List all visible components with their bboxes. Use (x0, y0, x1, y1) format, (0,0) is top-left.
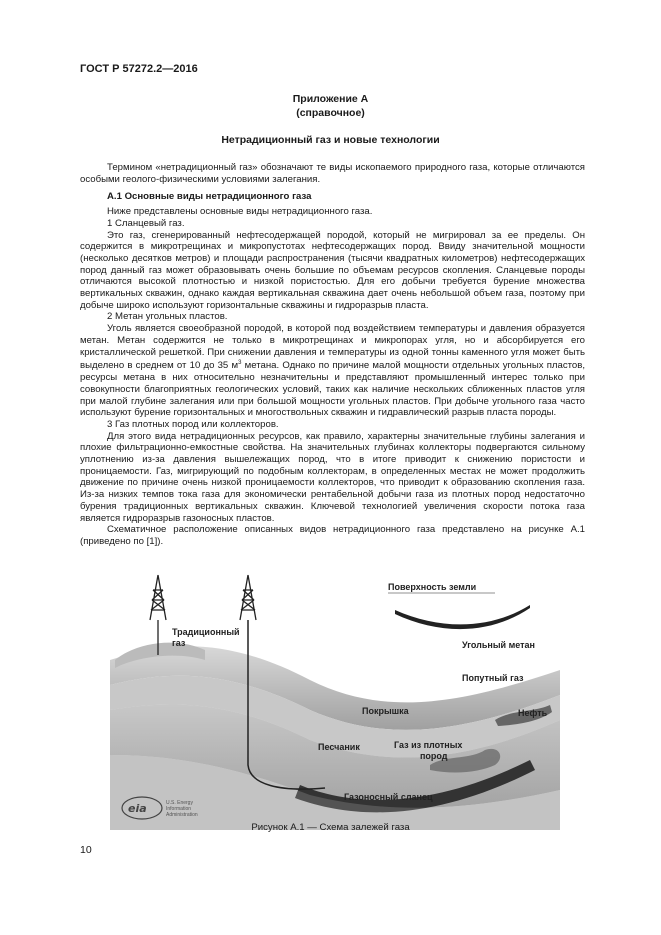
document-code: ГОСТ Р 57272.2—2016 (80, 63, 198, 75)
coal-seam (395, 605, 530, 629)
item2-superscript: 3 (238, 360, 242, 367)
label-cap: Покрышка (362, 706, 409, 716)
logo-line2: Information (166, 806, 192, 812)
heading-a1: А.1 Основные виды нетрадиционного газа (107, 191, 312, 203)
logo-line1: U.S. Energy (166, 800, 193, 806)
annex-subtitle: (справочное) (296, 107, 365, 119)
label-tight-gas-1: Газ из плотных (394, 740, 463, 750)
item2-text-a: Уголь является своеобразной породой, в которой под воздействием температуры и давления образуется метан. Метан содержится не только в микротрещинах и микропорах угля, но и абсорбируется его кристаллической решеткой. При снижении давления и температуры из одной тонны каменного угля может быть выделено в среднем от 10 до 35 м (80, 323, 585, 372)
section-title: Нетрадиционный газ и новые технологии (221, 134, 440, 146)
figure-caption: Рисунок А.1 — Схема залежей газа (251, 822, 410, 833)
label-surface: Поверхность земли (388, 582, 477, 592)
figure-reference: Схематичное расположение описанных видов нетрадиционного газа представлено на рисунке А.1 (приведено по [1]). (80, 524, 585, 547)
item3-text: Для этого вида нетрадиционных ресурсов, как правило, характерны значительные глубины залегания и плохие фильтрационно-емкостные свойства. На значительных глубинах коллекторы подвергаются сильному уплотнению из-за давления вышележащих пород, что в итоге приводит к снижению пористости и проницаемости. Газ, мигрирующий по подобным коллекторам, в определенных местах не может продолжить движение по причине очень низкой проницаемости коллекторов, что приводит к образованию скопления газа. Из-за низких темпов тока газа для экономически рентабельной добычи газа из плотных пород недостаточно бурения традиционных вертикальных скважин. Ключевой технологией увеличения скорости потока газа является гидроразрыв газоносных пластов. (80, 430, 585, 524)
label-traditional-2: газ (172, 638, 186, 648)
label-oil: Нефть (518, 708, 548, 718)
label-sandstone: Песчаник (318, 742, 360, 752)
annex-title: Приложение А (292, 93, 369, 105)
label-tight-gas-2: пород (420, 751, 448, 761)
logo-mark: eia (128, 802, 147, 815)
item1-text: Это газ, сгенерированный нефтесодержащей породой, который не мигрировал за ее пределы. Он содержится в микротрещинах и микропустотах нефтесодержащих пород. Ввиду значительной мощности (несколько десятков метров) и площади распространения (тысячи квадратных километров) нефтесодержащих пород данный газ может образовывать очень большие по объемам ресурсов скопления. Сланцевые породы отличаются высокой плотностью и низкой пористостью. Для его добычи требуется бурение множества вертикальных скважин, однако каждая вертикальная скважина дает очень небольшой объем газа, поэтому при добыче широко используют горизонтальные скважины и гидроразрыв пласта. (80, 229, 585, 311)
item1-title: 1 Сланцевый газ. (107, 217, 185, 229)
intro-paragraph: Термином «нетрадиционный газ» обозначают те виды ископаемого природного газа, которые отличаются особыми геолого-физическими условиями залегания. (80, 162, 585, 185)
label-traditional-1: Традиционный (172, 627, 240, 637)
item3-title: 3 Газ плотных пород или коллекторов. (107, 418, 279, 430)
page-number: 10 (80, 844, 92, 856)
body-text (80, 162, 585, 548)
list-intro: Ниже представлены основные виды нетрадиционного газа. (107, 206, 373, 218)
item2-text (80, 323, 585, 419)
item2-text-b: метана. Однако по причине малой мощности отдельных угольных пластов, ресурсы метана в них относительно незначительны и представляют промышленный интерес только при совокупности благоприятных геологических условий, таких как наличие нескольких сближенных пластов угля при малой глубине залегания или при большой мощности угольных пластов. При добыче угольного газа часто используют бурение горизонтальных и многоствольных скважин и гидравлический разрыв пласта породы. (80, 360, 586, 419)
label-coal-methane: Угольный метан (462, 640, 535, 650)
figure-a1 (110, 560, 560, 830)
item2-title: 2 Метан угольных пластов. (107, 311, 228, 323)
label-associated-gas: Попутный газ (462, 673, 524, 683)
logo-line3: Administration (166, 812, 198, 818)
label-shale: Газоносный сланец (344, 792, 433, 802)
